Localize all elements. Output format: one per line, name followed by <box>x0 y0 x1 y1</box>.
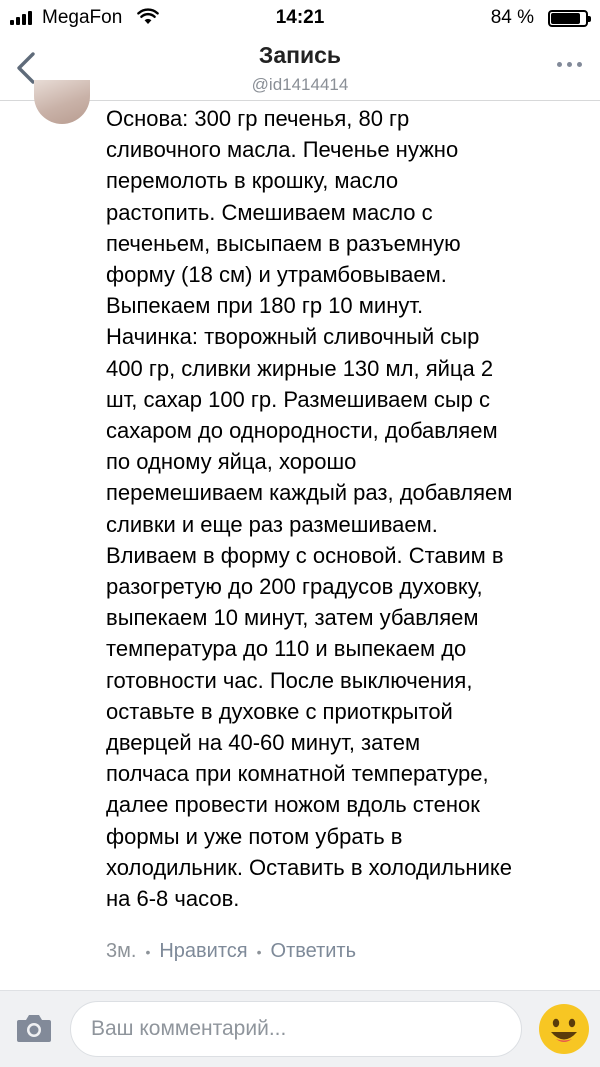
battery-fill <box>551 13 580 24</box>
camera-icon[interactable] <box>16 1013 52 1043</box>
comment-text: Основа: 300 гр печенья, 80 гр сливочного масла. Печенье нужно перемолоть в крошку, масло растопить. Смешиваем масло с печеньем, высыпаем в разъемную форму (18 см) и утрамбовываем. Выпекаем при 180 гр 10 минут. Начинка: творожный сливочный сыр 400 гр, сливки жирные 130 мл, яйца 2 шт, сахар 100 гр. Размешиваем сыр с сахаром до однородности, добавляем по одному яйца, хорошо перемешиваем каждый раз, добавляем сливки и еще раз размешиваем. Вливаем в форму с основой. Ставим в разогретую до 200 градусов духовку, выпекаем 10 минут, затем убавляем температура до 110 и выпекаем до готовности час. После выключения, оставьте в духовке с приоткрытой дверцей на 40-60 минут, затем полчаса при комнатной температуре, далее провести ножом вдоль стенок формы и уже потом убрать в холодильник. Оставить в холодильнике на 6-8 часов. <box>106 106 513 912</box>
status-time: 14:21 <box>275 7 325 28</box>
page-title: Запись <box>258 42 342 68</box>
comment-input[interactable] <box>70 1001 522 1057</box>
comment-meta <box>106 940 356 963</box>
page-subtitle[interactable]: @id1414414 <box>251 75 349 94</box>
avatar[interactable] <box>34 80 90 124</box>
comment-time: 3м. <box>106 940 137 962</box>
like-button[interactable]: Нравится <box>159 940 248 962</box>
meta-separator: • <box>145 943 151 960</box>
status-bar <box>0 0 600 36</box>
wifi-icon <box>137 7 159 25</box>
meta-separator: • <box>256 943 262 960</box>
battery-percent: 84 % <box>490 7 534 28</box>
reply-button[interactable]: Ответить <box>270 940 357 962</box>
carrier-name: MegaFon <box>42 7 123 28</box>
signal-strength-icon <box>10 11 32 25</box>
comment-compose-bar <box>0 990 600 1067</box>
battery-icon <box>548 10 588 27</box>
nav-header <box>0 36 600 101</box>
ellipsis-icon[interactable] <box>557 62 582 67</box>
emoji-smile-icon[interactable] <box>538 1003 590 1055</box>
